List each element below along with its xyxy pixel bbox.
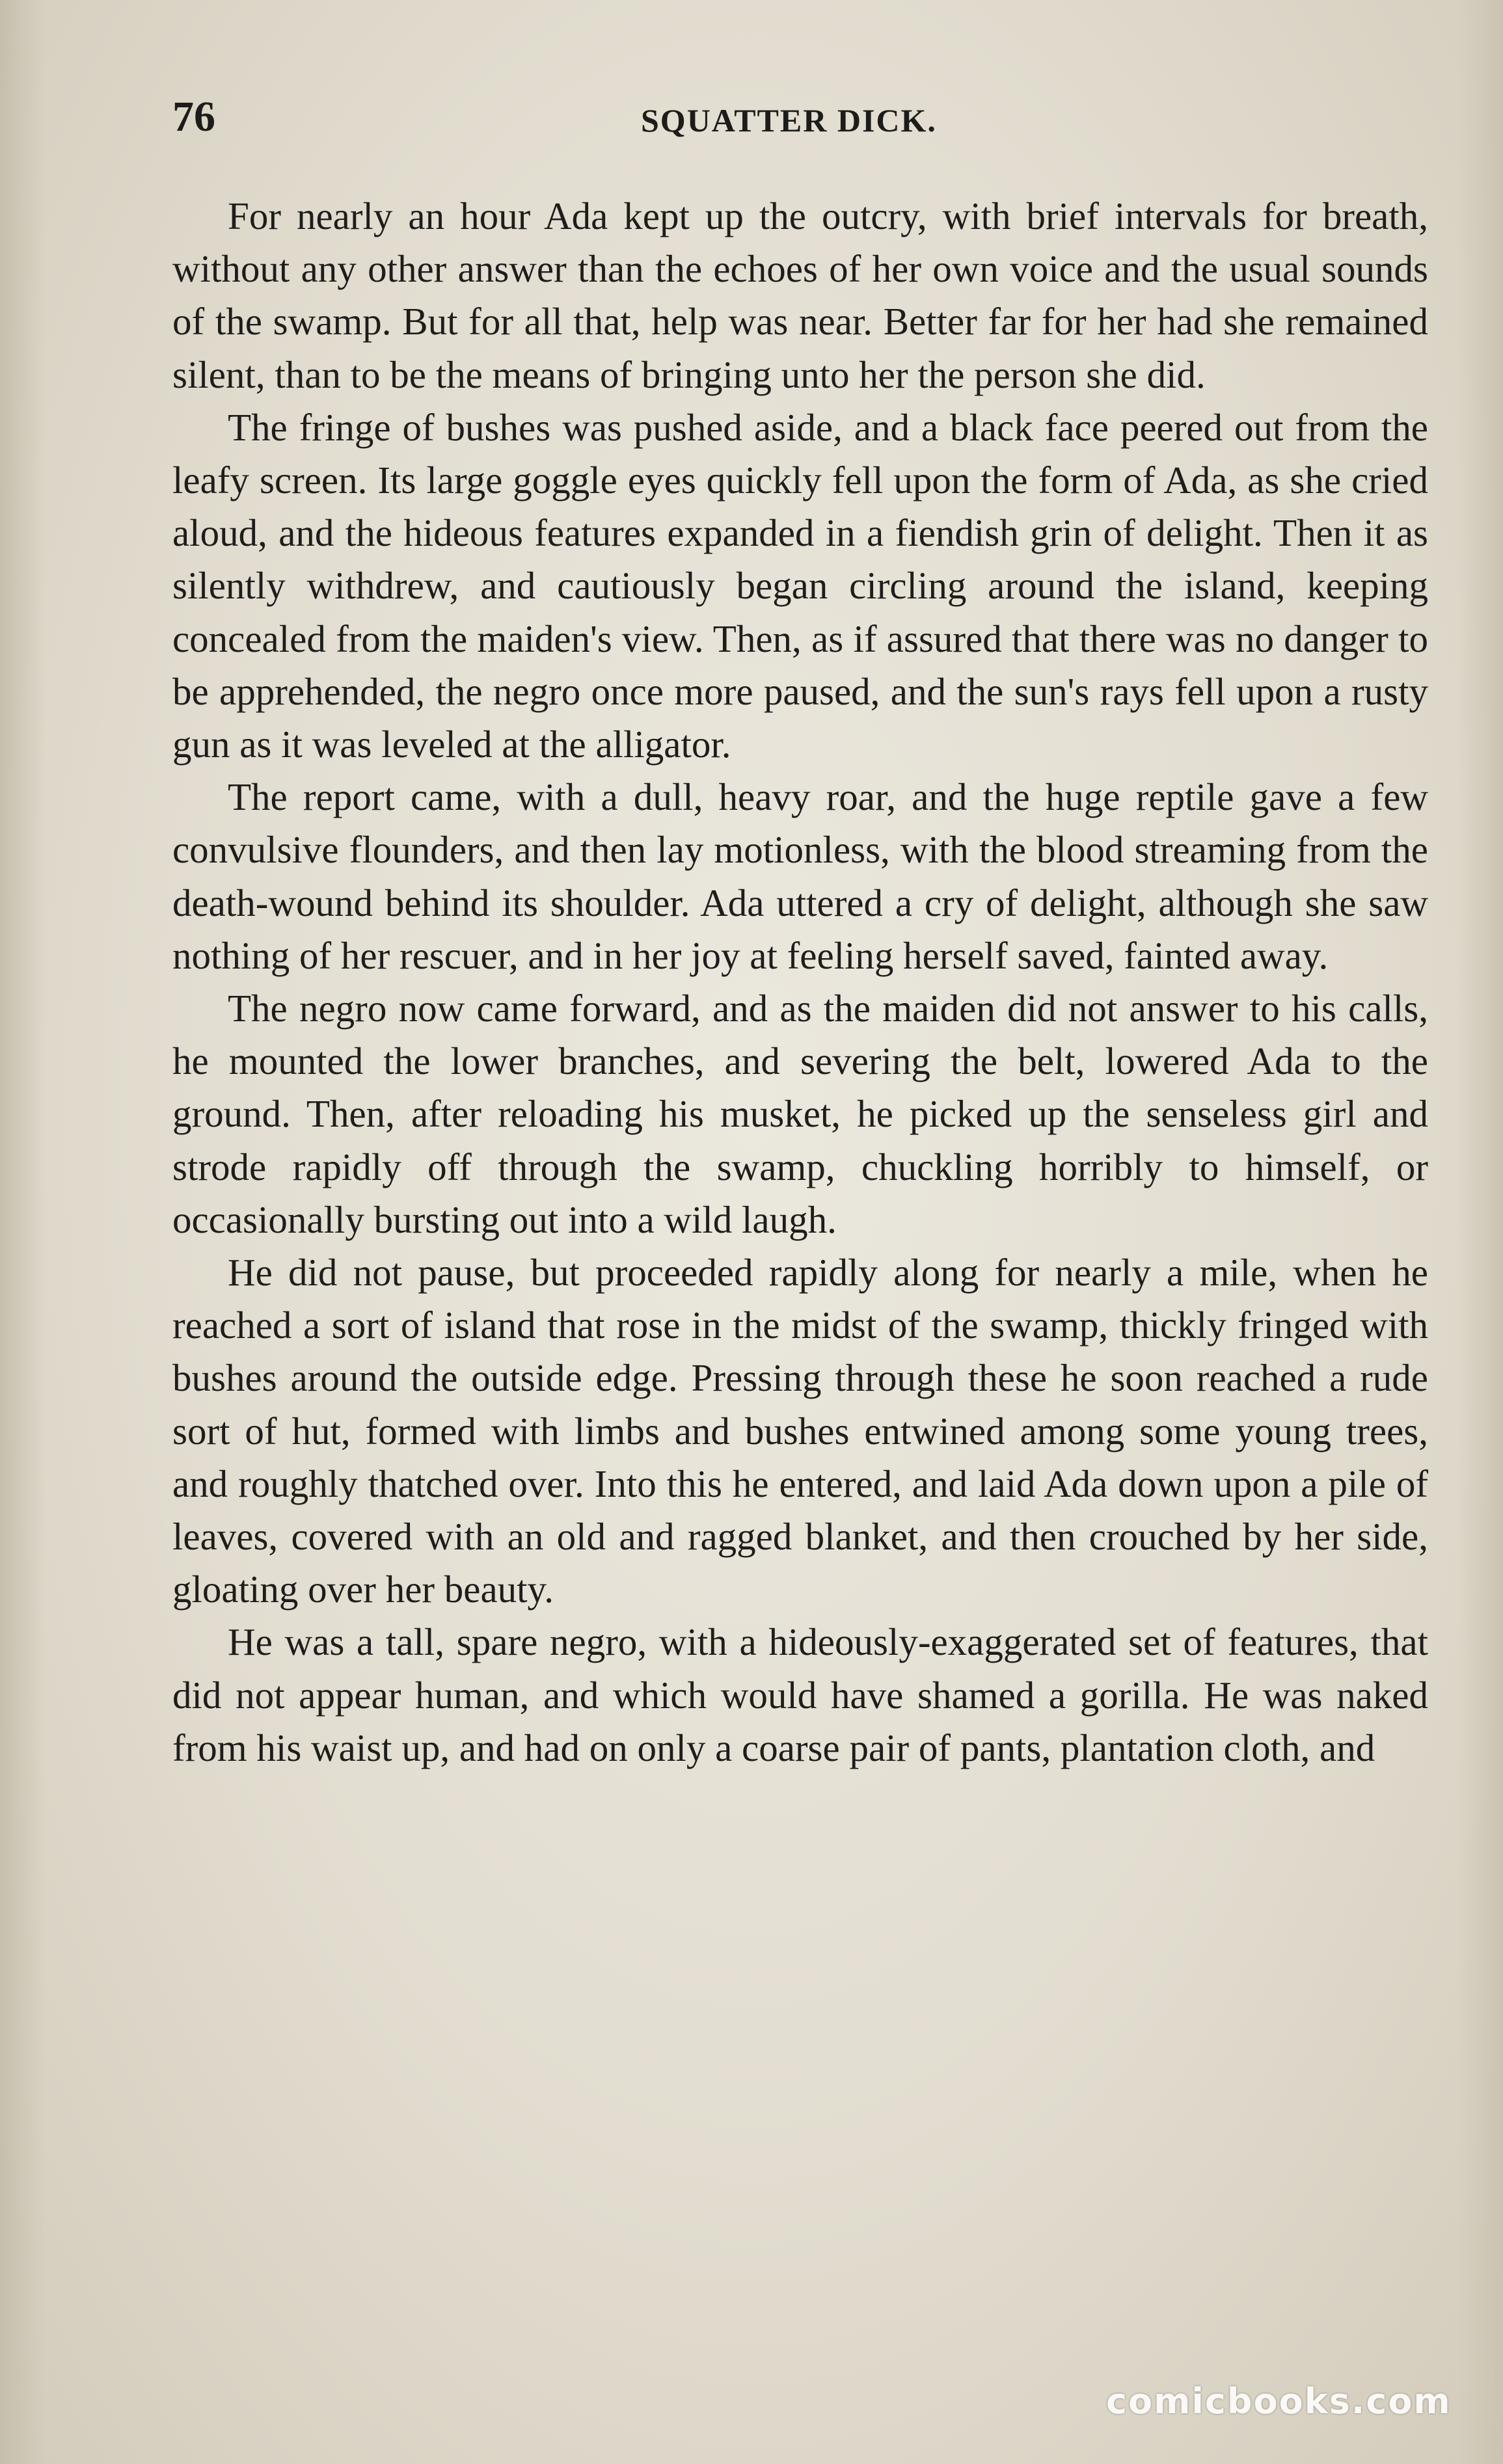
page-shadow-left bbox=[0, 0, 46, 2464]
paragraph: He did not pause, but proceeded rapidly along for nearly a mile, when he reached a sort of island that rose in the midst of the swamp, thickly fringed with bushes around the outside edge. Pressing through these he soon reached a rude sort of hut, formed with limbs and bushes entwined among some young trees, and roughly thatched over. Into this he entered, and laid Ada down upon a pile of leaves, covered with an old and ragged blanket, and then crouched by her side, gloating over her beauty. bbox=[172, 1251, 1428, 1611]
body-text bbox=[172, 190, 1428, 1774]
page-shadow-right bbox=[1457, 0, 1503, 2464]
paragraph: The fringe of bushes was pushed aside, and a black face peered out from the leafy screen. Its large goggle eyes quickly fell upon the form of Ada, as she cried aloud, and the hideous features expanded in a fiendish grin of delight. Then it as silently withdrew, and cautiously began circling around the island, keeping concealed from the maiden's view. Then, as if assured that there was no danger to be apprehended, the negro once more paused, and the sun's rays fell upon a rusty gun as it was leveled at the alligator. bbox=[172, 405, 1428, 766]
paragraph: For nearly an hour Ada kept up the outcry, with brief intervals for breath, without any other answer than the echoes of her own voice and the usual sounds of the swamp. But for all that, help was near. Better far for her had she remained silent, than to be the means of bringing unto her the person she did. bbox=[172, 194, 1428, 396]
watermark: comicbooks.com bbox=[1106, 2381, 1452, 2422]
running-head: SQUATTER DICK. bbox=[641, 102, 937, 139]
paragraph: He was a tall, spare negro, with a hideously-exaggerated set of features, that did not appear human, and which would have shamed a gorilla. He was naked from his waist up, and had on only a coarse pair of pants, plantation cloth, and bbox=[172, 1620, 1428, 1769]
paragraph: The report came, with a dull, heavy roar, and the huge reptile gave a few convulsive flounders, and then lay motionless, with the blood streaming from the death-wound behind its shoulder. Ada uttered a cry of delight, although she saw nothing of her rescuer, and in her joy at feeling herself saved, fainted away. bbox=[172, 775, 1428, 977]
page-header bbox=[172, 92, 1428, 144]
paragraph: The negro now came forward, and as the maiden did not answer to his calls, he mounted the lower branches, and severing the belt, lowered Ada to the ground. Then, after reloading his musket, he picked up the senseless girl and strode rapidly off through the swamp, chuckling horribly to himself, or occasionally bursting out into a wild laugh. bbox=[172, 987, 1428, 1241]
page-number: 76 bbox=[172, 93, 215, 141]
